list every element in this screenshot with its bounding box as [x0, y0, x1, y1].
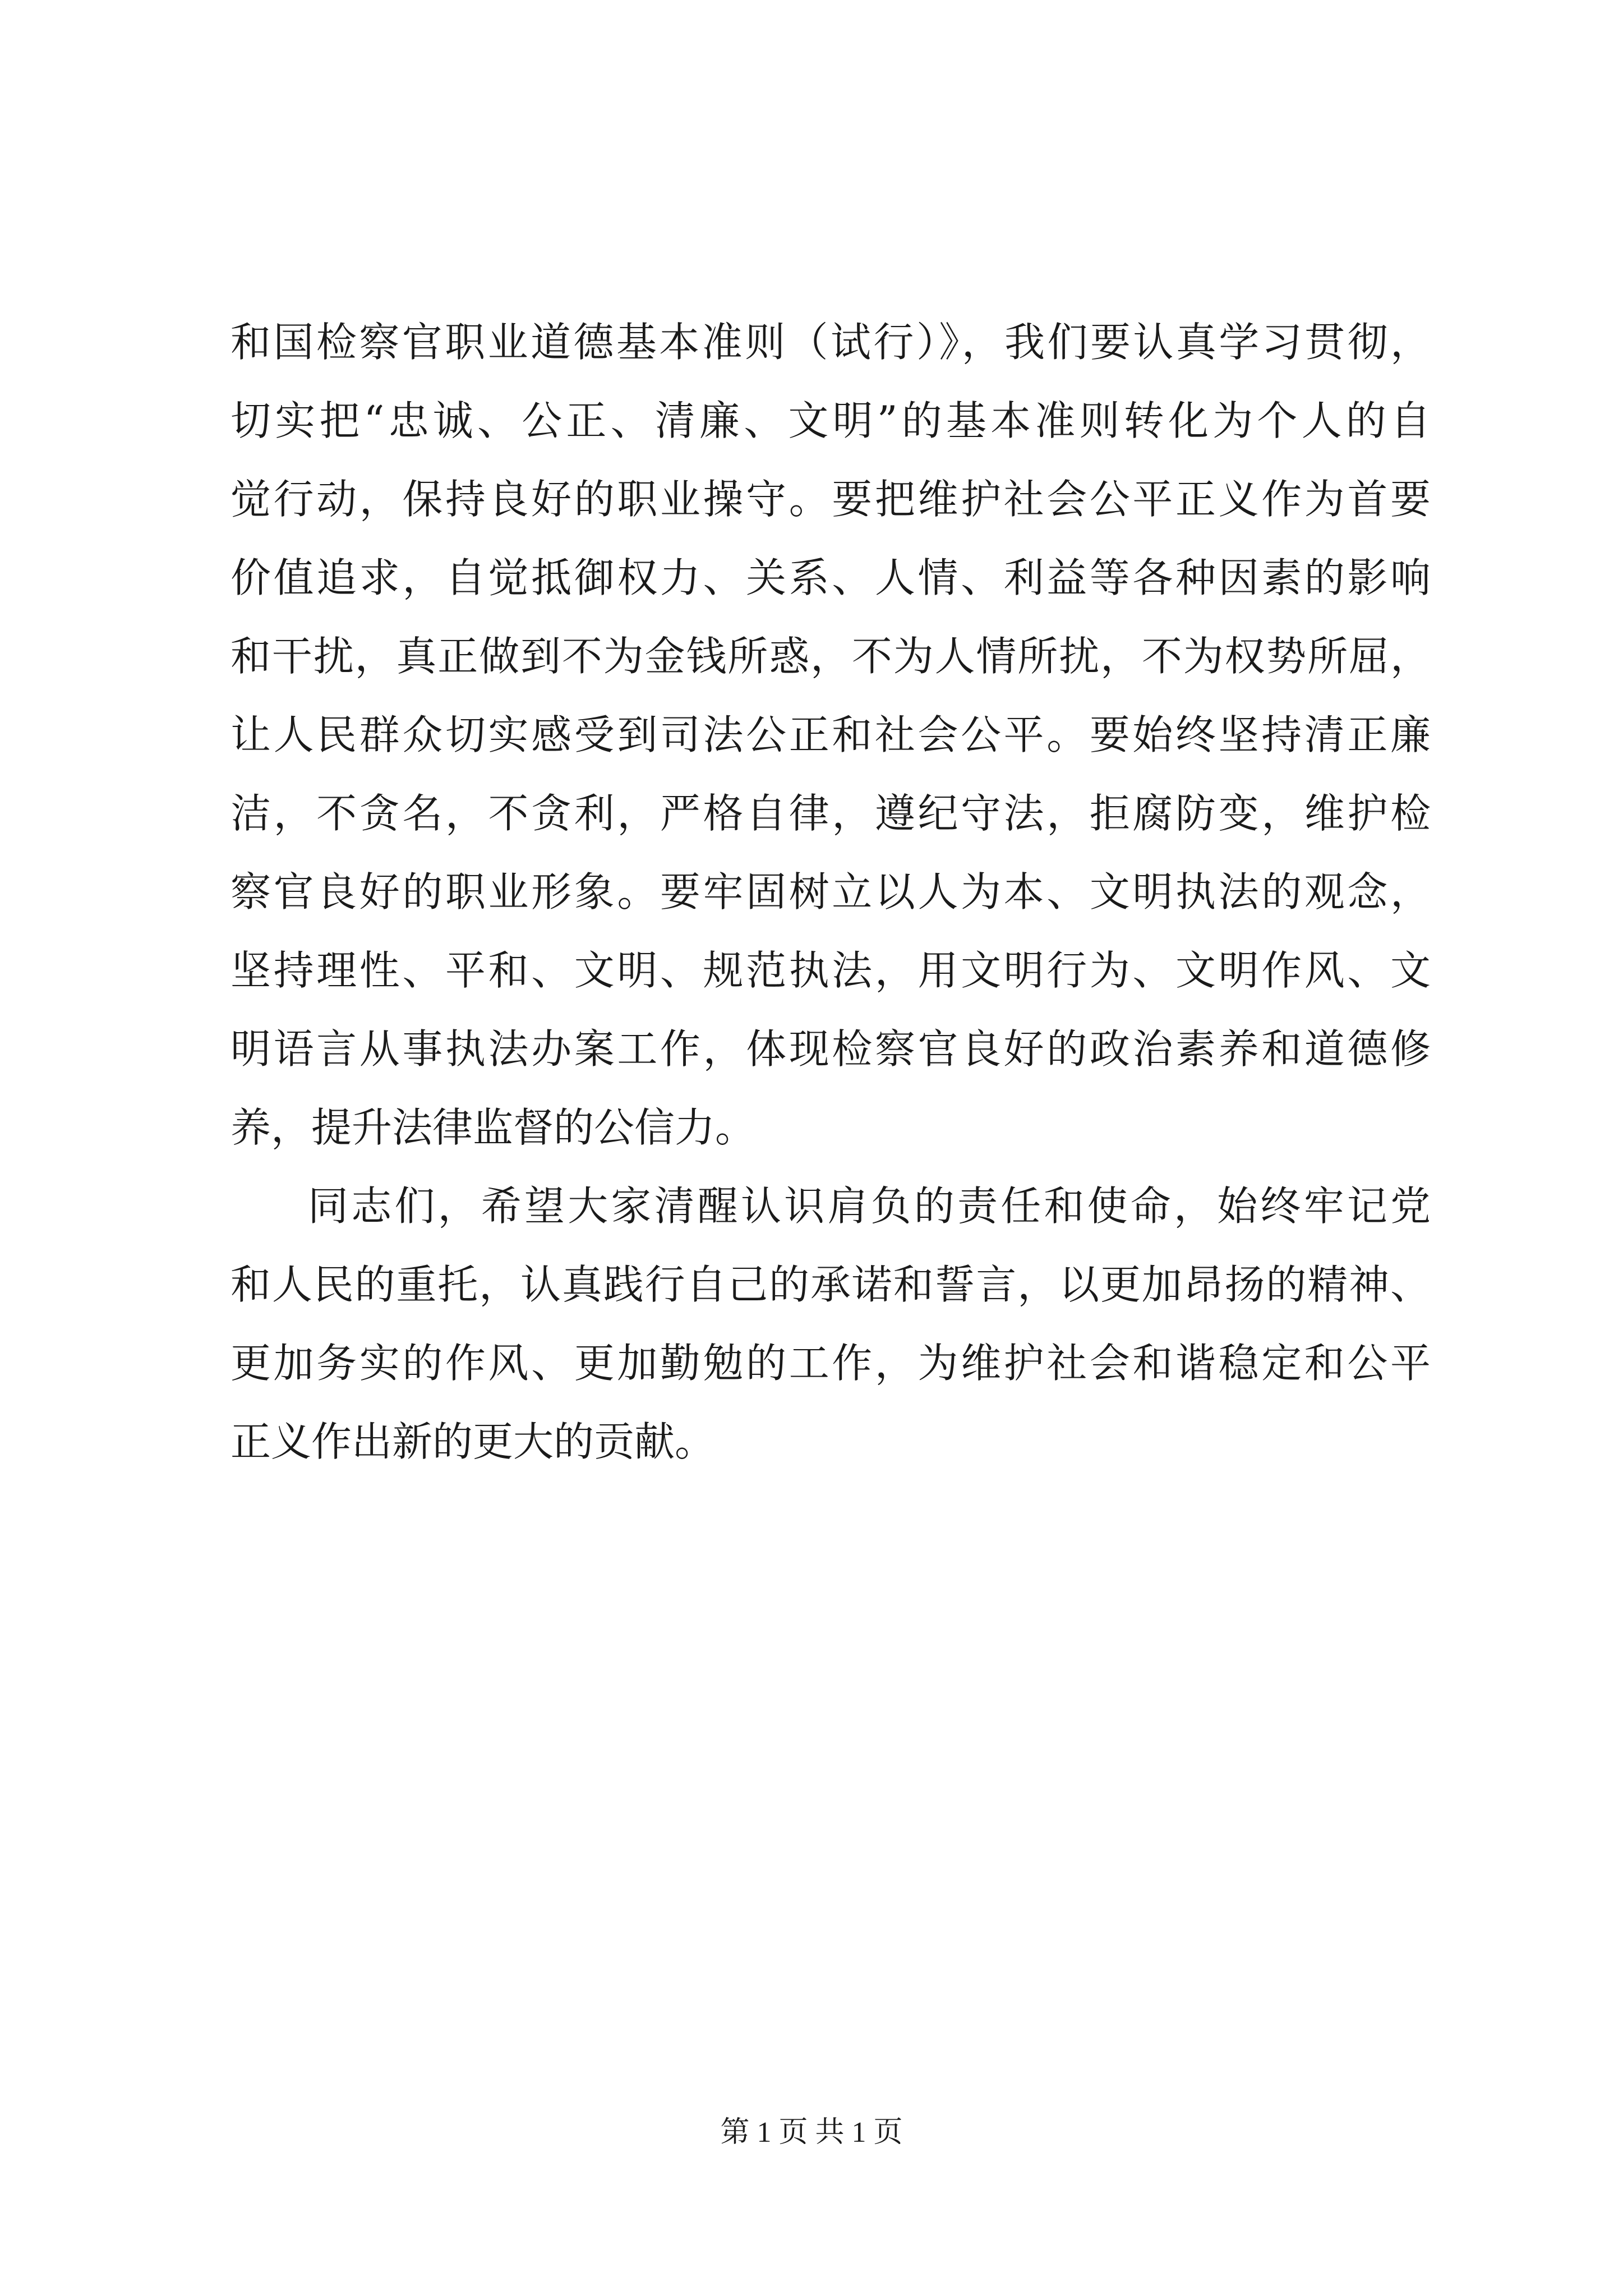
paragraph-1-line-9: 坚持理性、平和、文明、规范执法，用文明行为、文明作风、文 [230, 947, 1431, 994]
paragraph-1-line-7: 洁，不贪名，不贪利，严格自律，遵纪守法，拒腐防变，维护检 [230, 790, 1431, 837]
paragraph-1-line-10: 明语言从事执法办案工作，体现检察官良好的政治素养和道德修 [230, 1025, 1431, 1073]
page-footer: 第 1 页 共 1 页 [720, 2116, 903, 2148]
paragraph-2-line-2: 和人民的重托，认真践行自己的承诺和誓言，以更加昂扬的精神、 [230, 1261, 1431, 1308]
paragraph-1-line-6: 让人民群众切实感受到司法公正和社会公平。要始终坚持清正廉 [230, 711, 1431, 758]
paragraph-1-line-2: 切实把“忠诚、公正、清廉、文明”的基本准则转化为个人的自 [230, 397, 1431, 444]
paragraph-1-line-4: 价值追求，自觉抵御权力、关系、人情、利益等各种因素的影响 [230, 554, 1431, 601]
paragraph-1-line-5: 和干扰，真正做到不为金钱所惑，不为人情所扰，不为权势所屈， [230, 633, 1431, 680]
paragraph-1-line-1: 和国检察官职业道德基本准则（试行）》，我们要认真学习贯彻， [230, 319, 1431, 366]
paragraph-2-line-1: 同志们，希望大家清醒认识肩负的责任和使命，始终牢记党 [308, 1182, 1431, 1230]
paragraph-2-line-4: 正义作出新的更大的贡献。 [230, 1418, 716, 1465]
paragraph-1-line-11: 养，提升法律监督的公信力。 [230, 1104, 756, 1151]
paragraph-1-line-8: 察官良好的职业形象。要牢固树立以人为本、文明执法的观念， [230, 868, 1431, 915]
paragraph-1-line-3: 觉行动，保持良好的职业操守。要把维护社会公平正义作为首要 [230, 476, 1431, 523]
paragraph-2-line-3: 更加务实的作风、更加勤勉的工作，为维护社会和谐稳定和公平 [230, 1340, 1431, 1387]
